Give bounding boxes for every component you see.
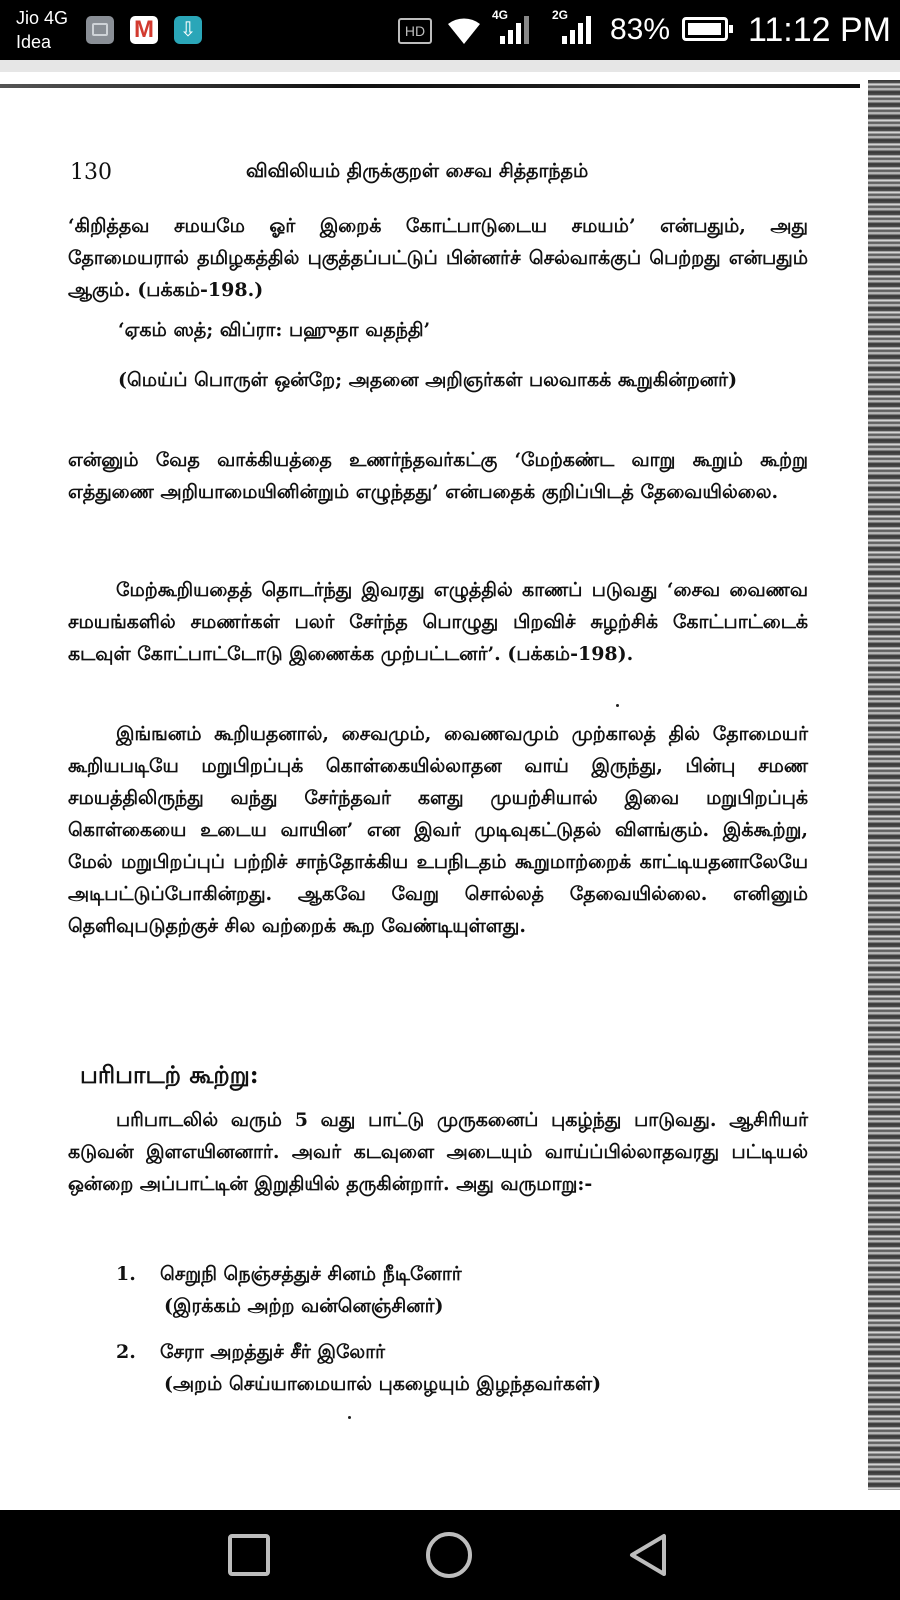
navigation-bar — [0, 1510, 900, 1600]
sanskrit-quote: ‘ஏகம் ஸத்; விப்ரா: பஹுதா வதந்தி’ — [118, 319, 431, 341]
signal-icon — [498, 14, 534, 46]
scan-top-edge — [0, 84, 860, 88]
battery-icon — [682, 17, 728, 41]
wifi-icon — [444, 12, 484, 46]
clock: 11:12 PM — [748, 11, 892, 49]
quote-meaning: (மெய்ப் பொருள் ஒன்றே; அதனை அறிஞர்கள் பலவாகக் கூறுகின்றனர்) — [118, 369, 738, 391]
running-title: விவிலியம் திருக்குறள் சைவ சித்தாந்தம் — [246, 160, 589, 182]
carrier-line-2: Idea — [16, 32, 52, 52]
top-divider — [0, 60, 900, 72]
scanned-page[interactable] — [0, 60, 900, 1510]
battery-percent: 83% — [610, 13, 671, 46]
hd-badge: HD — [398, 18, 432, 44]
back-button[interactable] — [624, 1530, 674, 1580]
paragraph-4: இங்ஙனம் கூறியதனால், சைவமும், வைணவமும் முற்காலத் தில் தோமையர் கூறியபடியே மறுபிறப்புக் கொள்கையில்லாதன வாய் இருந்து, பின்பு சமண சமயத்திலிருந்து வந்து சேர்ந்தவர் களது முயற்சியால் இவை மறுபிறப்புக் கொள்கையை உடைய வாயின’ என இவர் முடிவுகட்டுதல் விளங்கும். இக்கூற்று, மேல் மறுபிறப்புப் பற்றிச் சாந்தோக்கிய உபநிடதம் கூறுமாற்றைக் காட்டியதனாலேயே அடிபட்டுப்போகின்றது. ஆகவே வேறு சொல்லத் தேவையில்லை. எனினும் தெளிவுபடுதற்குச் சில வற்றைக் கூற வேண்டியுள்ளது. — [68, 723, 808, 937]
scan-speck — [348, 1416, 351, 1419]
paragraph-2: என்னும் வேத வாக்கியத்தை உணர்ந்தவர்கட்கு ‘மேற்கண்ட வாறு கூறும் கூற்று எத்துணை அறியாமையினின்றும் எழுந்தது’ என்பதைக் குறிப்பிடத் தேவையில்லை. — [68, 449, 808, 503]
status-bar — [0, 0, 900, 60]
home-button[interactable] — [424, 1530, 474, 1580]
network-type-a: 4G — [492, 8, 509, 22]
network-type-b: 2G — [552, 8, 569, 22]
list-line: செறுநி நெஞ்சத்துச் சினம் நீடினோர் — [160, 1263, 462, 1285]
recents-button[interactable] — [224, 1530, 274, 1580]
section-heading: பரிபாடற் கூற்று: — [80, 1060, 259, 1089]
list-gloss: (இரக்கம் அற்ற வன்னெஞ்சினர்) — [164, 1295, 444, 1317]
download-icon — [174, 16, 202, 44]
page-header — [70, 160, 810, 196]
signal-icon-secondary — [560, 14, 596, 46]
carrier-info — [16, 6, 68, 54]
gallery-icon — [86, 16, 114, 44]
scan-speck — [616, 704, 619, 707]
carrier-line-1: Jio 4G — [16, 8, 69, 28]
list-number: 2. — [116, 1341, 136, 1363]
gmail-icon — [130, 16, 158, 44]
paragraph-3: மேற்கூறியதைத் தொடர்ந்து இவரது எழுத்தில் காணப் படுவது ‘சைவ வைணவ சமயங்களில் சமணர்கள் பலர் சேர்ந்த பொழுது பிறவிச் சுழற்சிக் கோட்பாட்டைக் கடவுள் கோட்பாட்டோடு இணைக்க முற்பட்டனர்’. (பக்கம்-198). — [68, 579, 808, 665]
scan-right-edge — [868, 80, 900, 1490]
paragraph-5: பரிபாடலில் வரும் 5 வது பாட்டு முருகனைப் புகழ்ந்து பாடுவது. ஆசிரியர் கடுவன் இளஎயினனார். அவர் கடவுளை அடையும் வாய்ப்பில்லாதவரது பட்டியல் ஒன்றை அப்பாட்டின் இறுதியில் தருகின்றார். அது வருமாறு:- — [68, 1109, 808, 1195]
paragraph-1: ‘கிறித்தவ சமயமே ஓர் இறைக் கோட்பாடுடைய சமயம்’ என்பதும், அது தோமையரால் தமிழகத்தில் புகுத்தப்பட்டுப் பின்னர்ச் செல்வாக்குப் பெற்றது என்பதும் ஆகும். (பக்கம்-198.) — [68, 215, 808, 301]
list-line: சேரா அறத்துச் சீர் இலோர் — [160, 1341, 386, 1363]
page-number: 130 — [70, 160, 112, 185]
list-gloss: (அறம் செய்யாமையால் புகழையும் இழந்தவர்கள்) — [164, 1373, 602, 1395]
list-number: 1. — [116, 1263, 136, 1285]
